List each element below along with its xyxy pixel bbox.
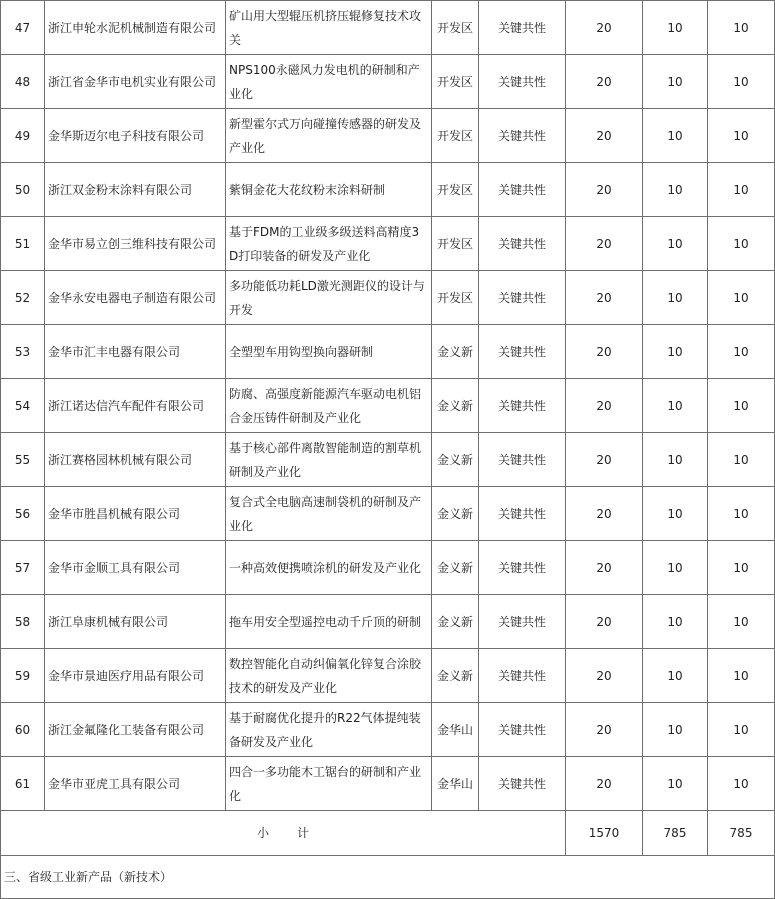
value-local: 10 bbox=[708, 433, 775, 487]
value-provincial: 10 bbox=[643, 703, 708, 757]
value-provincial: 10 bbox=[643, 1, 708, 55]
value-total: 20 bbox=[566, 595, 643, 649]
table-body bbox=[1, 1, 775, 899]
area: 开发区 bbox=[432, 1, 479, 55]
value-total: 20 bbox=[566, 703, 643, 757]
subtotal-label-text: 小计 bbox=[256, 826, 337, 840]
table-row bbox=[1, 1, 775, 55]
value-total: 20 bbox=[566, 271, 643, 325]
row-number: 59 bbox=[1, 649, 45, 703]
project-name: 新型霍尔式万向碰撞传感器的研发及产业化 bbox=[226, 109, 432, 163]
value-provincial: 10 bbox=[643, 487, 708, 541]
project-type: 关键共性 bbox=[479, 757, 566, 811]
area: 金义新 bbox=[432, 433, 479, 487]
company-name: 浙江诺达信汽车配件有限公司 bbox=[45, 379, 226, 433]
value-total: 20 bbox=[566, 649, 643, 703]
company-name: 浙江申轮水泥机械制造有限公司 bbox=[45, 1, 226, 55]
project-name: 四合一多功能木工锯台的研制和产业化 bbox=[226, 757, 432, 811]
table-row bbox=[1, 271, 775, 325]
table-row bbox=[1, 325, 775, 379]
row-number: 61 bbox=[1, 757, 45, 811]
subtotal-local: 785 bbox=[708, 811, 775, 856]
value-total: 20 bbox=[566, 1, 643, 55]
project-type: 关键共性 bbox=[479, 163, 566, 217]
table-row bbox=[1, 433, 775, 487]
subtotal-total: 1570 bbox=[566, 811, 643, 856]
value-total: 20 bbox=[566, 487, 643, 541]
company-name: 浙江金氟隆化工装备有限公司 bbox=[45, 703, 226, 757]
project-name: 防腐、高强度新能源汽车驱动电机铝合金压铸件研制及产业化 bbox=[226, 379, 432, 433]
company-name: 浙江阜康机械有限公司 bbox=[45, 595, 226, 649]
project-name: NPS100永磁风力发电机的研制和产业化 bbox=[226, 55, 432, 109]
value-total: 20 bbox=[566, 325, 643, 379]
company-name: 金华市汇丰电器有限公司 bbox=[45, 325, 226, 379]
value-provincial: 10 bbox=[643, 379, 708, 433]
value-local: 10 bbox=[708, 55, 775, 109]
table-row bbox=[1, 541, 775, 595]
project-type: 关键共性 bbox=[479, 109, 566, 163]
area: 金华山 bbox=[432, 703, 479, 757]
value-local: 10 bbox=[708, 1, 775, 55]
value-provincial: 10 bbox=[643, 757, 708, 811]
value-local: 10 bbox=[708, 541, 775, 595]
value-provincial: 10 bbox=[643, 433, 708, 487]
company-name: 金华永安电器电子制造有限公司 bbox=[45, 271, 226, 325]
area: 金华山 bbox=[432, 757, 479, 811]
project-name: 全塑型车用钩型换向器研制 bbox=[226, 325, 432, 379]
project-type: 关键共性 bbox=[479, 595, 566, 649]
project-name: 基于FDM的工业级多级送料高精度3D打印装备的研发及产业化 bbox=[226, 217, 432, 271]
project-name: 多功能低功耗LD激光测距仪的设计与开发 bbox=[226, 271, 432, 325]
project-name: 基于耐腐优化提升的R22气体提纯装备研发及产业化 bbox=[226, 703, 432, 757]
project-type: 关键共性 bbox=[479, 541, 566, 595]
subtotal-provincial: 785 bbox=[643, 811, 708, 856]
value-provincial: 10 bbox=[643, 163, 708, 217]
value-local: 10 bbox=[708, 379, 775, 433]
project-name: 矿山用大型辊压机挤压辊修复技术攻关 bbox=[226, 1, 432, 55]
row-number: 54 bbox=[1, 379, 45, 433]
table-row bbox=[1, 163, 775, 217]
project-type: 关键共性 bbox=[479, 217, 566, 271]
subtotal-row bbox=[1, 811, 775, 856]
row-number: 53 bbox=[1, 325, 45, 379]
area: 金义新 bbox=[432, 379, 479, 433]
area: 开发区 bbox=[432, 109, 479, 163]
area: 开发区 bbox=[432, 217, 479, 271]
value-total: 20 bbox=[566, 379, 643, 433]
project-type: 关键共性 bbox=[479, 1, 566, 55]
project-name: 拖车用安全型遥控电动千斤顶的研制 bbox=[226, 595, 432, 649]
project-type: 关键共性 bbox=[479, 379, 566, 433]
project-type: 关键共性 bbox=[479, 271, 566, 325]
project-name: 复合式全电脑高速制袋机的研制及产业化 bbox=[226, 487, 432, 541]
value-local: 10 bbox=[708, 649, 775, 703]
value-local: 10 bbox=[708, 325, 775, 379]
project-type: 关键共性 bbox=[479, 325, 566, 379]
value-local: 10 bbox=[708, 271, 775, 325]
value-total: 20 bbox=[566, 541, 643, 595]
area: 金义新 bbox=[432, 649, 479, 703]
section-header-row bbox=[1, 856, 775, 899]
row-number: 60 bbox=[1, 703, 45, 757]
value-provincial: 10 bbox=[643, 109, 708, 163]
value-local: 10 bbox=[708, 109, 775, 163]
area: 开发区 bbox=[432, 55, 479, 109]
subtotal-label bbox=[1, 811, 566, 856]
area: 金义新 bbox=[432, 325, 479, 379]
company-name: 金华斯迈尔电子科技有限公司 bbox=[45, 109, 226, 163]
value-local: 10 bbox=[708, 217, 775, 271]
table-row bbox=[1, 703, 775, 757]
company-name: 金华市易立创三维科技有限公司 bbox=[45, 217, 226, 271]
row-number: 56 bbox=[1, 487, 45, 541]
project-type: 关键共性 bbox=[479, 649, 566, 703]
value-total: 20 bbox=[566, 433, 643, 487]
row-number: 51 bbox=[1, 217, 45, 271]
company-name: 金华市胜昌机械有限公司 bbox=[45, 487, 226, 541]
table-row bbox=[1, 595, 775, 649]
table-row bbox=[1, 649, 775, 703]
value-local: 10 bbox=[708, 487, 775, 541]
value-provincial: 10 bbox=[643, 217, 708, 271]
value-local: 10 bbox=[708, 703, 775, 757]
table-row bbox=[1, 217, 775, 271]
company-name: 浙江省金华市电机实业有限公司 bbox=[45, 55, 226, 109]
row-number: 48 bbox=[1, 55, 45, 109]
value-local: 10 bbox=[708, 595, 775, 649]
company-name: 浙江双金粉末涂料有限公司 bbox=[45, 163, 226, 217]
row-number: 55 bbox=[1, 433, 45, 487]
value-total: 20 bbox=[566, 163, 643, 217]
table-row bbox=[1, 109, 775, 163]
section-title: 三、省级工业新产品（新技术） bbox=[1, 856, 775, 899]
project-name: 紫铜金花大花纹粉末涂料研制 bbox=[226, 163, 432, 217]
value-total: 20 bbox=[566, 757, 643, 811]
company-name: 金华市景迪医疗用品有限公司 bbox=[45, 649, 226, 703]
area: 金义新 bbox=[432, 595, 479, 649]
area: 金义新 bbox=[432, 487, 479, 541]
value-provincial: 10 bbox=[643, 55, 708, 109]
value-local: 10 bbox=[708, 757, 775, 811]
project-type: 关键共性 bbox=[479, 703, 566, 757]
table-row bbox=[1, 487, 775, 541]
project-type: 关键共性 bbox=[479, 433, 566, 487]
row-number: 49 bbox=[1, 109, 45, 163]
value-total: 20 bbox=[566, 55, 643, 109]
project-name: 基于核心部件离散智能制造的割草机研制及产业化 bbox=[226, 433, 432, 487]
project-name: 数控智能化自动纠偏氧化锌复合涂胶技术的研发及产业化 bbox=[226, 649, 432, 703]
row-number: 52 bbox=[1, 271, 45, 325]
row-number: 47 bbox=[1, 1, 45, 55]
project-type: 关键共性 bbox=[479, 55, 566, 109]
project-type: 关键共性 bbox=[479, 487, 566, 541]
table-row bbox=[1, 379, 775, 433]
value-local: 10 bbox=[708, 163, 775, 217]
area: 金义新 bbox=[432, 541, 479, 595]
row-number: 57 bbox=[1, 541, 45, 595]
company-name: 浙江赛格园林机械有限公司 bbox=[45, 433, 226, 487]
value-provincial: 10 bbox=[643, 649, 708, 703]
value-provincial: 10 bbox=[643, 325, 708, 379]
value-total: 20 bbox=[566, 109, 643, 163]
table-row bbox=[1, 757, 775, 811]
row-number: 50 bbox=[1, 163, 45, 217]
table-row bbox=[1, 55, 775, 109]
company-name: 金华市亚虎工具有限公司 bbox=[45, 757, 226, 811]
row-number: 58 bbox=[1, 595, 45, 649]
value-provincial: 10 bbox=[643, 271, 708, 325]
project-name: 一种高效便携喷涂机的研发及产业化 bbox=[226, 541, 432, 595]
company-name: 金华市金顺工具有限公司 bbox=[45, 541, 226, 595]
area: 开发区 bbox=[432, 271, 479, 325]
value-provincial: 10 bbox=[643, 595, 708, 649]
value-total: 20 bbox=[566, 217, 643, 271]
value-provincial: 10 bbox=[643, 541, 708, 595]
area: 开发区 bbox=[432, 163, 479, 217]
